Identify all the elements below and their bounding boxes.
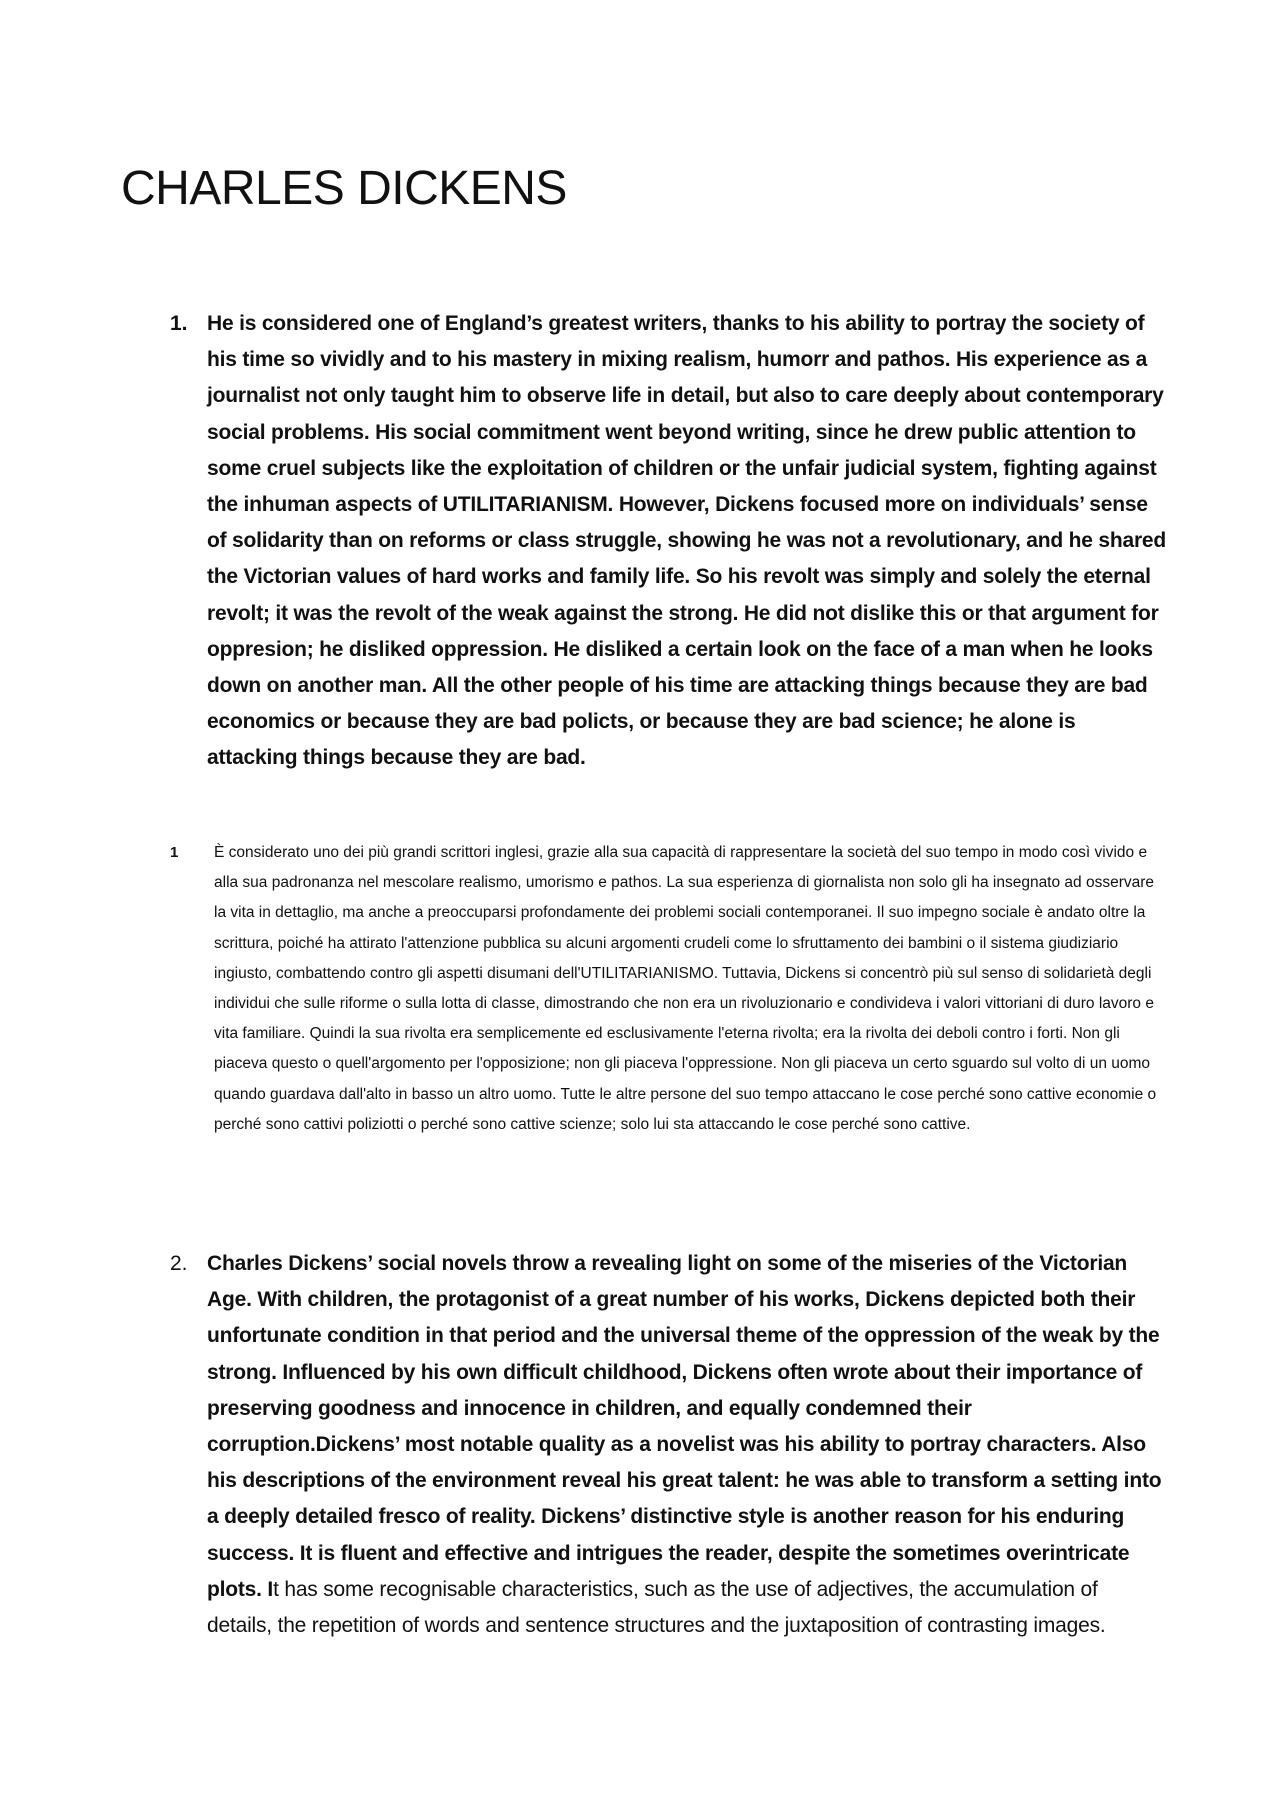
list-item-text-normal: t has some recognisable characteristics, such as the use of adjectives, the accumulation of details, the repetition of words and sentence structures and the juxtaposition of contrasting images. (207, 1577, 1106, 1638)
list-item-number: 1. (170, 312, 188, 335)
translation-body: È considerato uno dei più grandi scrittori inglesi, grazie alla sua capacità di rappresentare la società del suo tempo in modo così vivido e alla sua padronanza nel mescolare realismo, umorismo e pathos. La sua esperienza di giornalista non solo gli ha insegnato ad osservare la vita in dettaglio, ma anche a preoccuparsi profondamente dei problemi sociali contemporanei. Il suo impegno sociale è andato oltre la scrittura, poiché ha attirato l'attenzione pubblica su alcuni argomenti crudeli come lo sfruttamento dei bambini o il sistema giudiziario ingiusto, combattendo contro gli aspetti disumani dell'UTILITARIANISMO. Tuttavia, Dickens si concentrò più sul senso di solidarietà degli individui che sulle riforme o sulla lotta di classe, dimostrando che non era un rivoluzionario e condivideva i valori vittoriani di duro lavoro e vita familiare. Quindi la sua rivolta era semplicemente ed esclusivamente l'eterna rivolta; era la rivolta dei deboli contro i forti. Non gli piaceva questo o quell'argomento per l'opposizione; non gli piaceva l'oppressione. Non gli piaceva un certo sguardo sul volto di un uomo quando guardava dall'alto in basso un altro uomo. Tutte le altre persone del suo tempo attaccano le cose perché sono cattive economie o perché sono cattivi poliziotti o perché sono cattive scienze; solo lui sta attaccando le cose perché sono cattive. (214, 844, 1157, 1133)
list-item-text: He is considered one of England’s greatest writers, thanks to his ability to portray the society of his time so vividly and to his mastery in mixing realism, humorr and pathos. His experience as a journalist not only taught him to observe life in detail, but also to care deeply about contemporary social problems. His social commitment went beyond writing, since he drew public attention to some cruel subjects like the exploitation of children or the unfair judicial system, fighting against the inhuman aspects of UTILITARIANISM. However, Dickens focused more on individuals’ sense of solidarity than on reforms or class struggle, showing he was not a revolutionary, and he shared the Victorian values of hard works and family life. So his revolt was simply and solely the eternal revolt; it was the revolt of the weak against the strong. He did not dislike this or that argument for oppresion; he disliked oppression. He disliked a certain look on the face of a man when he looks down on another man. All the other people of his time are attacking things because they are bad economics or because they are bad policts, or because they are bad science; he alone is attacking things because they are bad. (207, 312, 1167, 770)
list-item-text (207, 1246, 1167, 1644)
translation-text (207, 838, 1167, 1140)
list-item-text-bold: Charles Dickens’ social novels throw a revealing light on some of the miseries of the Victorian Age. With children, the protagonist of a great number of his works, Dickens depicted both their unfortunate condition in that period and the universal theme of the oppression of the weak by the strong. Influenced by his own difficult childhood, Dickens often wrote about their importance of preserving goodness and innocence in children, and equally condemned their corruption.Dickens’ most notable quality as a novelist was his ability to portray characters. Also his descriptions of the environment reveal his great talent: he was able to transform a setting into a deeply detailed fresco of reality. Dickens’ distinctive style is another reason for his enduring success. It is fluent and effective and intrigues the reader, despite the sometimes overintricate plots. I (207, 1252, 1162, 1601)
list-item-number: 2. (170, 1252, 188, 1275)
document-title: CHARLES DICKENS (121, 162, 567, 215)
translation-number: 1 (170, 844, 179, 861)
